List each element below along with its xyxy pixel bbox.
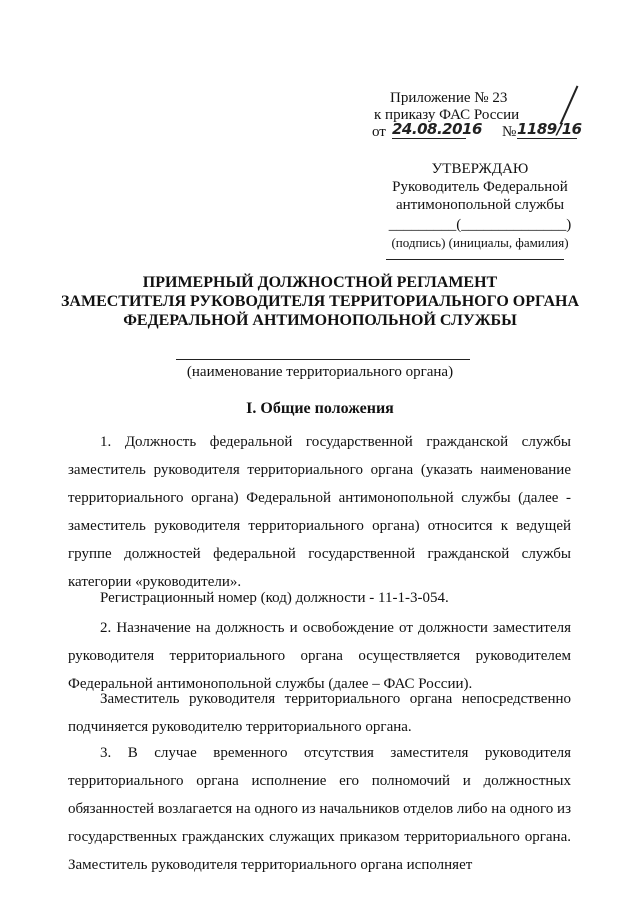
paragraph-registration: Регистрационный номер (код) должности - 11-1-3-054.	[100, 590, 449, 606]
approver-position-line2: антимонопольной службы	[395, 197, 565, 213]
title-line1: ПРИМЕРНЫЙ ДОЛЖНОСТНОЙ РЕГЛАМЕНТ	[142, 274, 498, 291]
order-reference: к приказу ФАС России	[374, 107, 520, 123]
approver-position-line1: Руководитель Федеральной	[392, 179, 568, 195]
paragraph-1: 1. Должность федеральной государственной гражданской службы заместитель руководителя территориального органа (указать наименование территориального органа) Федеральной антимонопольной службы (далее - заместитель руководителя территориального органа) относится к ведущей группе должностей федеральной государственной гражданской службы категории «руководители».	[68, 434, 571, 590]
title-line3: ФЕДЕРАЛЬНОЙ АНТИМОНОПОЛЬНОЙ СЛУЖБЫ	[123, 312, 517, 329]
document-title	[40, 273, 600, 330]
section-title: I. Общие положения	[246, 400, 394, 417]
territorial-caption: (наименование территориального органа)	[186, 364, 454, 380]
approve-heading: УТВЕРЖДАЮ	[431, 161, 529, 177]
paragraph-subordination: Заместитель руководителя территориального органа непосредственно подчиняется руководителю территориального органа.	[68, 691, 571, 735]
approval-date-line	[386, 259, 564, 260]
handwritten-number: 1189/16	[517, 120, 582, 138]
paragraph-3: 3. В случае временного отсутствия заместителя руководителя территориального органа исполнение его полномочий и должностных обязанностей возлагается на одного из начальников отделов либо на одного из государственных гражданских служащих приказом территориального органа. Заместитель руководителя территориального органа исполняет	[68, 745, 571, 873]
approval-block	[380, 160, 580, 252]
appendix-reference	[372, 90, 582, 144]
number-prefix: №	[502, 124, 517, 140]
order-date-number	[372, 120, 582, 144]
territorial-name-line	[176, 359, 470, 360]
signature-caption: (подпись) (инициалы, фамилия)	[391, 235, 569, 250]
title-line2: ЗАМЕСТИТЕЛЯ РУКОВОДИТЕЛЯ ТЕРРИТОРИАЛЬНОГО ОРГАНА	[60, 293, 580, 310]
date-prefix: от	[372, 124, 386, 140]
handwritten-date: 24.08.2016	[392, 120, 482, 138]
paragraph-2: 2. Назначение на должность и освобождение от должности заместителя руководителя территориального органа осуществляется руководителем Федеральной антимонопольной службы (далее – ФАС России).	[68, 620, 571, 692]
appendix-number: Приложение № 23	[390, 90, 508, 106]
signature-line: _________(______________)	[388, 217, 572, 233]
